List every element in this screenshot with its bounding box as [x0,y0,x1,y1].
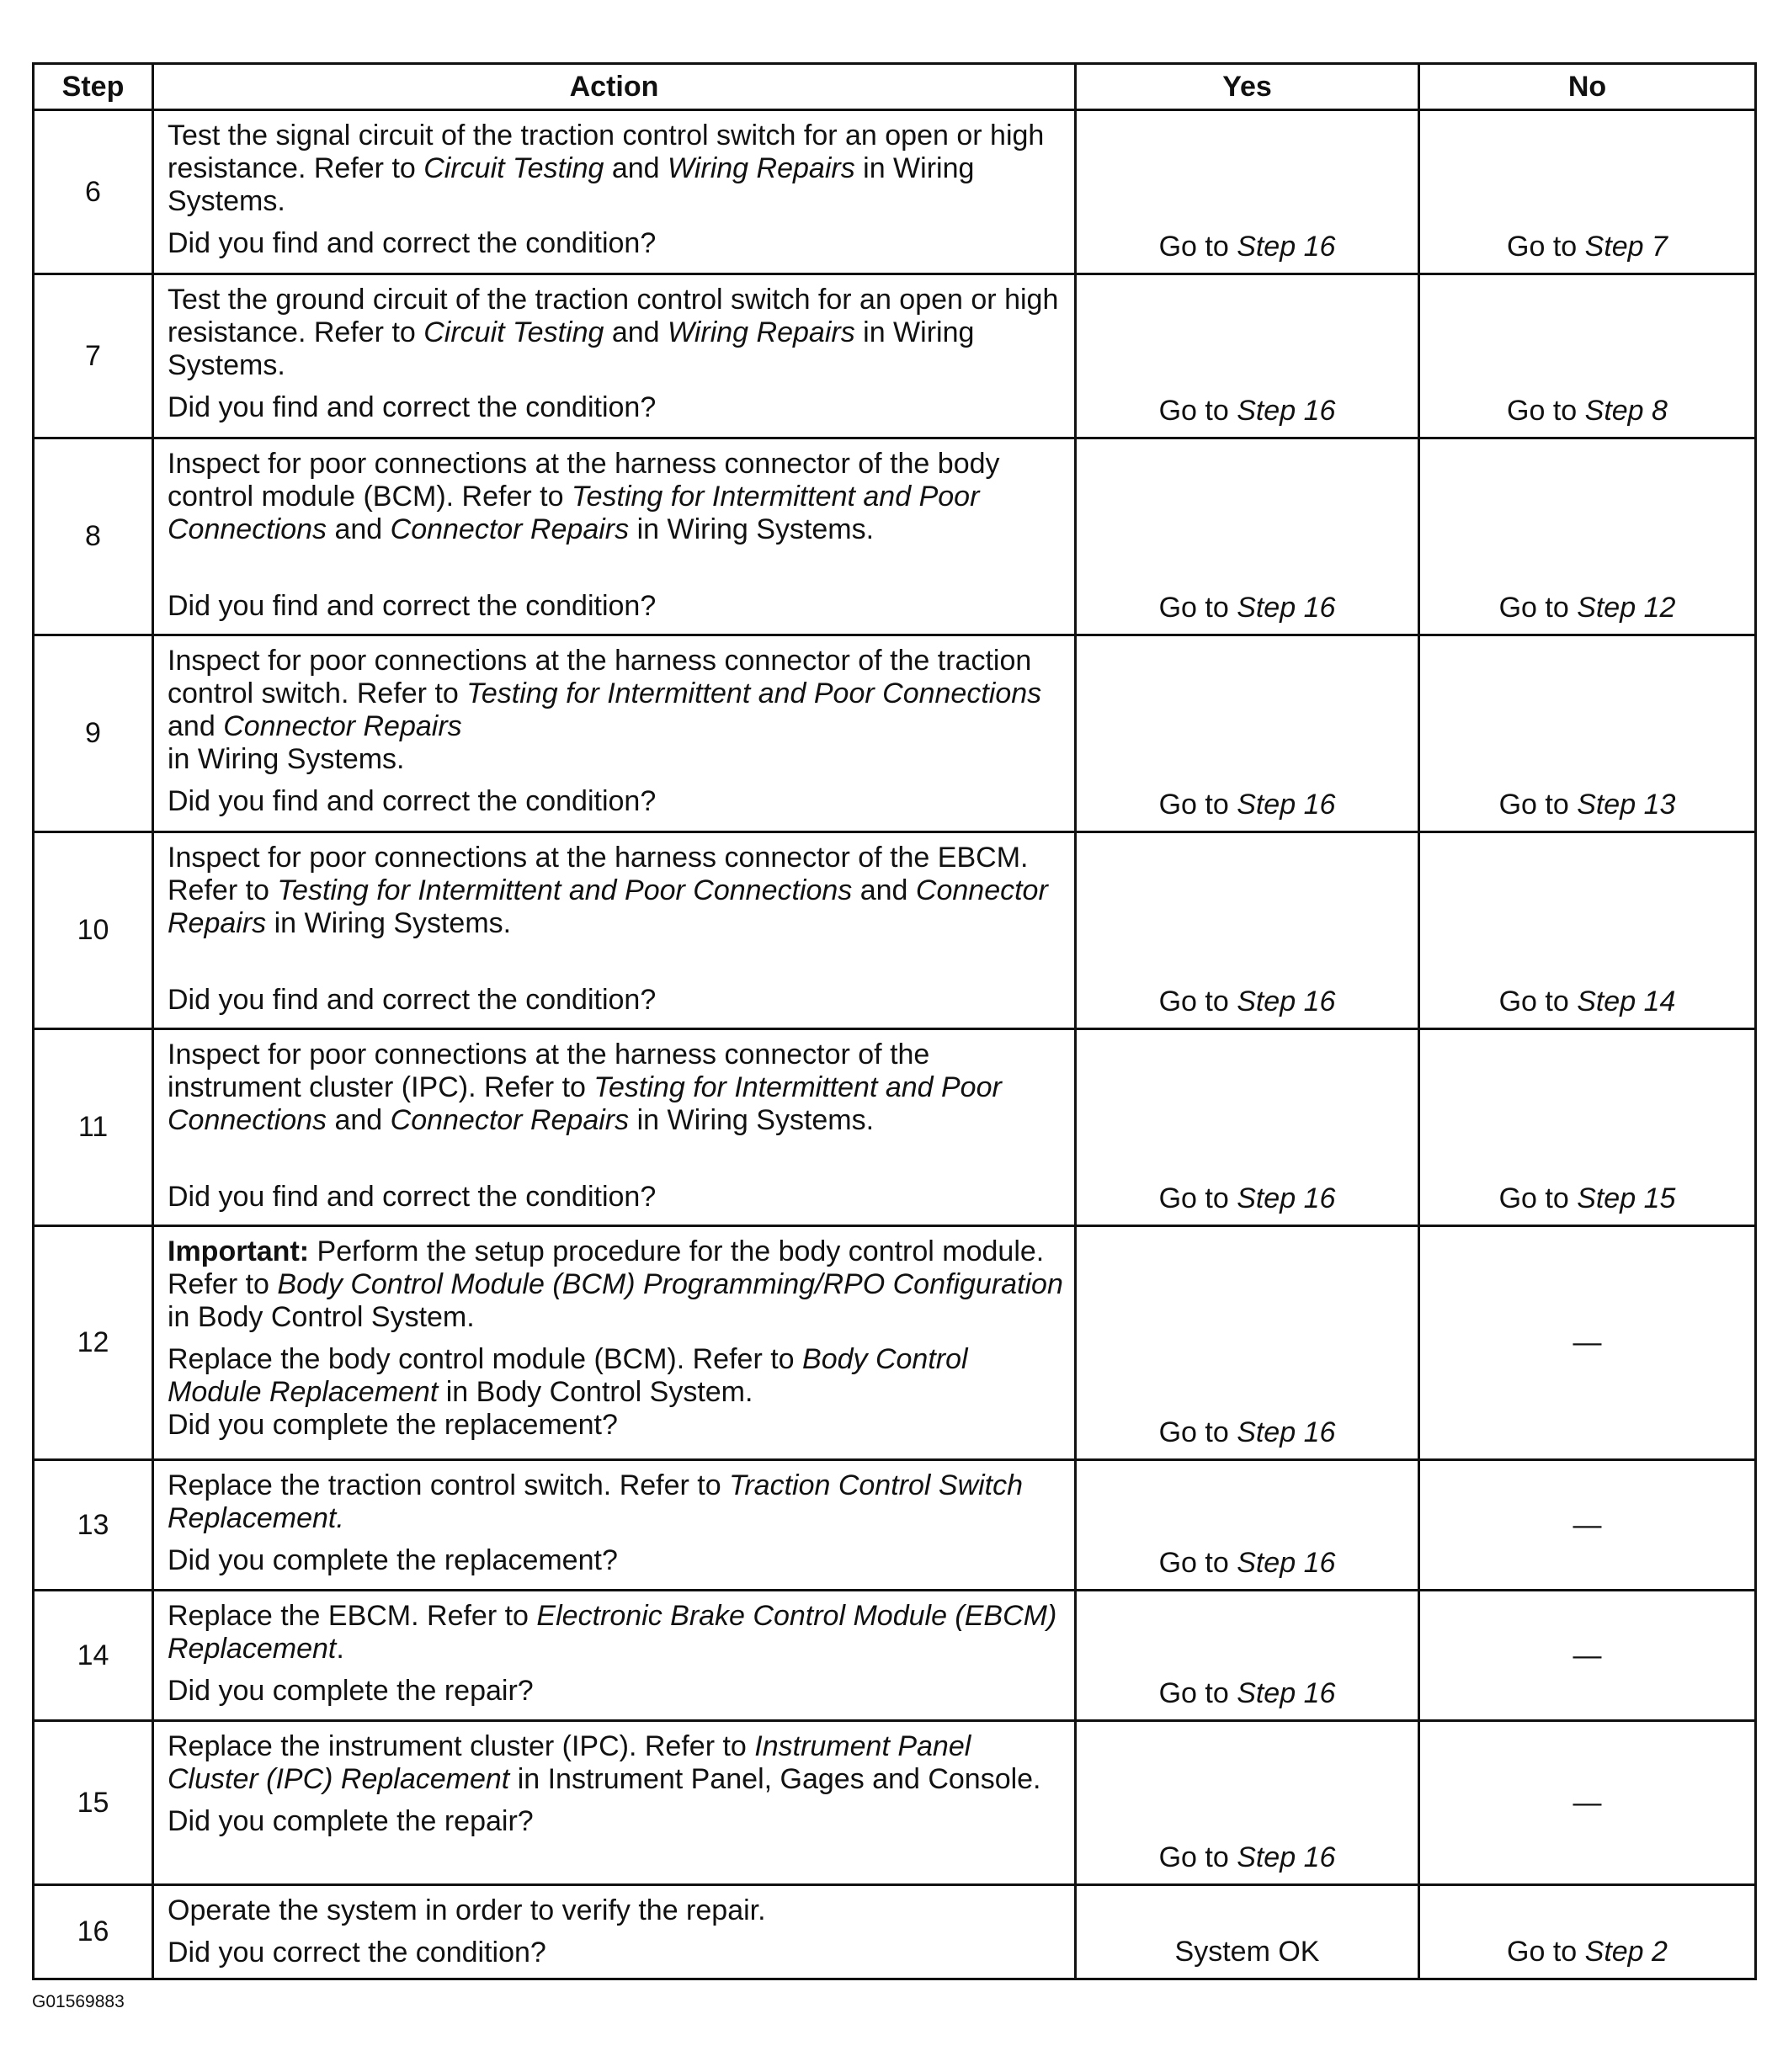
yes-cell [1076,1226,1419,1460]
no-cell-dash: — [1419,1591,1756,1721]
action-text: Perform the setup procedure for the body control module. Refer to [168,1235,1045,1300]
action-text: and [604,316,668,348]
step-number: 14 [34,1591,153,1721]
reference-link-connector-repairs[interactable]: Connector Repairs [168,874,1048,939]
action-instruction [168,1730,1064,1796]
no-cell [1419,1029,1756,1226]
reference-link-wiring-repairs[interactable]: Wiring Repairs [668,152,855,184]
action-cell [153,438,1076,635]
header-action: Action [153,64,1076,110]
yes-cell [1076,438,1419,635]
no-step-link[interactable]: Step 13 [1577,789,1676,821]
yes-text: Go to [1158,592,1237,624]
yes-cell [1076,1460,1419,1591]
action-text: Replace the EBCM. Refer to [168,1600,537,1632]
action-cell [153,1885,1076,1979]
action-text: Inspect for poor connections at the harness connector of the traction control switch. Refer to [168,645,1032,709]
yes-cell [1076,1591,1419,1721]
action-instruction [168,448,1064,546]
header-no: No [1419,64,1756,110]
no-text: Go to [1507,1936,1585,1968]
no-cell [1419,110,1756,274]
action-cell [153,635,1076,832]
yes-cell [1076,635,1419,832]
no-text: Go to [1498,592,1578,624]
reference-link-connector-repairs[interactable]: Connector Repairs [390,513,630,545]
no-cell [1419,1885,1756,1979]
action-instruction [168,1039,1064,1137]
yes-step-link[interactable]: Step 16 [1237,1841,1336,1873]
step-number: 10 [34,832,153,1029]
yes-cell [1076,110,1419,274]
step-number: 15 [34,1721,153,1885]
no-cell [1419,274,1756,438]
reference-link-connector-repairs[interactable]: Connector Repairs [390,1104,630,1136]
no-step-link[interactable]: Step 12 [1577,592,1676,624]
header-yes: Yes [1076,64,1419,110]
reference-link-circuit-testing[interactable]: Circuit Testing [423,316,604,348]
action-text: in Wiring Systems. [266,907,512,939]
yes-cell [1076,1029,1419,1226]
action-text: in Wiring Systems. [168,743,405,775]
yes-cell [1076,274,1419,438]
reference-link-bcm-replacement[interactable]: Body Control Module Replacement [168,1343,968,1408]
action-question: Did you complete the replacement? [168,1409,618,1441]
yes-cell [1076,1885,1419,1979]
no-text: Go to [1507,231,1585,263]
action-text: . [336,1633,344,1665]
action-text: in Wiring Systems. [168,152,975,217]
action-instruction [168,645,1064,776]
action-instruction [168,120,1064,218]
yes-step-link[interactable]: Step 16 [1237,1416,1336,1448]
yes-step-link[interactable]: Step 16 [1237,592,1336,624]
step-number: 13 [34,1460,153,1591]
step-number: 7 [34,274,153,438]
reference-link-circuit-testing[interactable]: Circuit Testing [423,152,604,184]
yes-text: Go to [1158,1416,1237,1448]
yes-step-link[interactable]: Step 16 [1237,789,1336,821]
no-cell-dash: — [1419,1460,1756,1591]
reference-link-intermittent-testing[interactable]: Testing for Intermittent and Poor Connections [168,1071,1002,1136]
action-question: Did you find and correct the condition? [168,785,657,817]
action-text: Replace the traction control switch. Refer to [168,1469,730,1501]
no-step-link[interactable]: Step 14 [1577,986,1676,1017]
header-step: Step [34,64,153,110]
yes-text: Go to [1158,1547,1237,1579]
figure-id: G01569883 [32,1992,125,2011]
table-header-row [34,64,1756,110]
action-text: in Body Control System. [438,1376,753,1408]
yes-text: Go to [1158,1841,1237,1873]
action-text: Inspect for poor connections at the harness connector of the EBCM. Refer to [168,842,1029,906]
important-label: Important: [168,1235,310,1267]
action-question: Did you correct the condition? [168,1937,546,1968]
action-text: Test the signal circuit of the traction control switch for an open or high resistance. Refer to [168,120,1045,184]
reference-link-ebcm-replacement[interactable]: Electronic Brake Control Module (EBCM) Replacement [168,1600,1057,1665]
action-question: Did you complete the repair? [168,1805,534,1837]
action-text: Replace the body control module (BCM). Refer to [168,1343,803,1375]
action-text: in Wiring Systems. [629,513,875,545]
action-text: Inspect for poor connections at the harness connector of the instrument cluster (IPC). Refer to [168,1039,930,1103]
step-number: 6 [34,110,153,274]
yes-text: Go to [1158,395,1237,427]
yes-text: System OK [1174,1936,1320,1968]
step-number: 9 [34,635,153,832]
table-row [34,1460,1756,1591]
yes-cell [1076,1721,1419,1885]
reference-link-ipc-replacement[interactable]: Instrument Panel Cluster (IPC) Replacement [168,1730,971,1795]
no-step-link[interactable]: Step 15 [1577,1182,1676,1214]
action-text: in Wiring Systems. [629,1104,875,1136]
action-text: Test the ground circuit of the traction control switch for an open or high resistance. Refer to [168,284,1059,348]
action-text: and [852,874,916,906]
yes-step-link[interactable]: Step 16 [1237,1547,1336,1579]
reference-link-wiring-repairs[interactable]: Wiring Repairs [668,316,855,348]
action-text: Replace the instrument cluster (IPC). Refer to [168,1730,755,1762]
action-instruction [168,284,1064,382]
action-text: and [604,152,668,184]
yes-step-link[interactable]: Step 16 [1237,1182,1336,1214]
yes-text: Go to [1158,1182,1237,1214]
reference-link-connector-repairs[interactable]: Connector Repairs [223,710,462,742]
no-cell-dash: — [1419,1721,1756,1885]
table-row [34,635,1756,832]
step-number: 8 [34,438,153,635]
action-question: Did you find and correct the condition? [168,590,657,622]
diagnostic-table [32,62,1757,1980]
no-step-link[interactable]: Step 2 [1584,1936,1668,1968]
no-step-link[interactable]: Step 8 [1584,395,1668,427]
reference-link-switch-replacement[interactable]: Traction Control Switch Replacement. [168,1469,1024,1534]
action-text: in Body Control System. [168,1301,475,1333]
table-row [34,1885,1756,1979]
action-question: Did you find and correct the condition? [168,1181,657,1213]
yes-step-link[interactable]: Step 16 [1237,231,1336,263]
action-cell [153,1460,1076,1591]
action-instruction [168,1469,1064,1535]
table-row [34,1591,1756,1721]
action-question: Did you complete the repair? [168,1675,534,1707]
action-question: Did you find and correct the condition? [168,391,657,423]
action-cell [153,274,1076,438]
no-text: Go to [1498,986,1578,1017]
reference-link-intermittent-testing[interactable]: Testing for Intermittent and Poor Connections [466,677,1042,709]
table-row [34,110,1756,274]
table-row [34,1226,1756,1460]
important-note [168,1235,1064,1334]
action-cell [153,832,1076,1029]
no-step-link[interactable]: Step 7 [1584,231,1668,263]
no-cell [1419,438,1756,635]
table-row [34,1029,1756,1226]
action-instruction [168,842,1064,940]
yes-step-link[interactable]: Step 16 [1237,395,1336,427]
action-text: in Wiring Systems. [168,316,975,381]
action-text: Inspect for poor connections at the harness connector of the body control module (BCM). Refer to [168,448,1000,513]
step-number: 11 [34,1029,153,1226]
reference-link-bcm-programming[interactable]: Body Control Module (BCM) Programming/RPO Configuration [277,1268,1063,1300]
reference-link-intermittent-testing[interactable]: Testing for Intermittent and Poor Connections [277,874,853,906]
action-question: Did you find and correct the condition? [168,227,657,259]
yes-text: Go to [1158,1677,1237,1709]
yes-step-link[interactable]: Step 16 [1237,1677,1336,1709]
action-cell [153,1226,1076,1460]
step-number: 16 [34,1885,153,1979]
action-text: and [168,710,224,742]
action-text: in Instrument Panel, Gages and Console. [509,1763,1041,1795]
action-cell [153,1591,1076,1721]
table-row [34,832,1756,1029]
action-text: and [327,513,391,545]
table-row [34,274,1756,438]
action-cell [153,1721,1076,1885]
yes-step-link[interactable]: Step 16 [1237,986,1336,1017]
yes-text: Go to [1158,986,1237,1017]
no-text: Go to [1498,789,1578,821]
action-question: Did you complete the replacement? [168,1544,618,1576]
action-cell [153,1029,1076,1226]
action-text: and [327,1104,391,1136]
no-text: Go to [1498,1182,1578,1214]
no-cell [1419,635,1756,832]
no-text: Go to [1507,395,1585,427]
action-cell [153,110,1076,274]
action-instruction [168,1343,1064,1409]
action-instruction: Operate the system in order to verify the repair. [168,1894,766,1926]
reference-link-intermittent-testing[interactable]: Testing for Intermittent and Poor Connections [168,481,980,545]
yes-cell [1076,832,1419,1029]
yes-text: Go to [1158,789,1237,821]
no-cell-dash: — [1419,1226,1756,1460]
yes-text: Go to [1158,231,1237,263]
action-question: Did you find and correct the condition? [168,984,657,1016]
table-row [34,438,1756,635]
action-instruction [168,1600,1064,1666]
step-number: 12 [34,1226,153,1460]
table-row [34,1721,1756,1885]
no-cell [1419,832,1756,1029]
